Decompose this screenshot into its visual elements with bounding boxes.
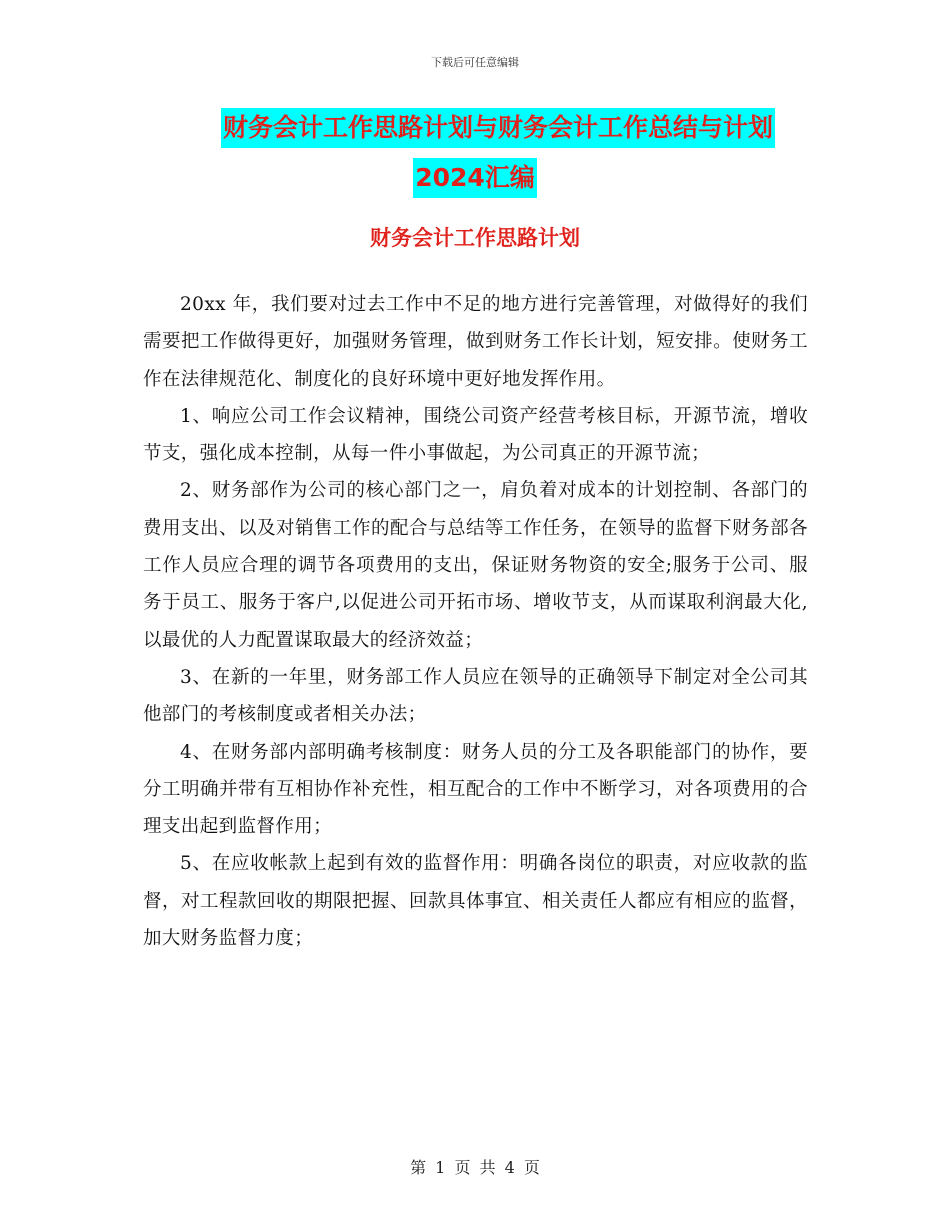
body-content: [143, 286, 808, 957]
paragraph-intro: 20xx 年，我们要对过去工作中不足的地方进行完善管理，对做得好的我们需要把工作做得更好，加强财务管理，做到财务工作长计划，短安排。使财务工作在法律规范化、制度化的良好环境中更好地发挥作用。: [143, 294, 808, 390]
paragraph-item-4: 4、在财务部内部明确考核制度：财务人员的分工及各职能部门的协作，要分工明确并带有互相协作补充性，相互配合的工作中不断学习，对各项费用的合理支出起到监督作用；: [143, 741, 808, 838]
title-line-2: 2024汇编: [413, 158, 537, 198]
header-note: 下载后可任意编辑: [431, 56, 519, 69]
section-title: 财务会计工作思路计划: [370, 226, 580, 250]
paragraph-item-2: 2、财务部作为公司的核心部门之一，肩负着对成本的计划控制、各部门的费用支出、以及对销售工作的配合与总结等工作任务，在领导的监督下财务部各工作人员应合理的调节各项费用的支出，保证财务物资的安全;服务于公司、服务于员工、服务于客户,以促进公司开拓市场、增收节支，从而谋取利润最大化,以最优的人力配置谋取最大的经济效益；: [143, 480, 808, 651]
page-footer: 第 1 页 共 4 页: [410, 1158, 540, 1177]
paragraph-item-1: 1、响应公司工作会议精神，围绕公司资产经营考核目标，开源节流，增收节支，强化成本控制，从每一件小事做起，为公司真正的开源节流；: [143, 405, 808, 465]
paragraph-item-3: 3、在新的一年里，财务部工作人员应在领导的正确领导下制定对全公司其他部门的考核制度或者相关办法；: [143, 666, 808, 726]
title-line-1: 财务会计工作思路计划与财务会计工作总结与计划: [221, 108, 775, 148]
document-title: [0, 108, 950, 198]
paragraph-item-5: 5、在应收帐款上起到有效的监督作用：明确各岗位的职责，对应收款的监督，对工程款回收的期限把握、回款具体事宜、相关责任人都应有相应的监督，加大财务监督力度；: [143, 853, 808, 950]
